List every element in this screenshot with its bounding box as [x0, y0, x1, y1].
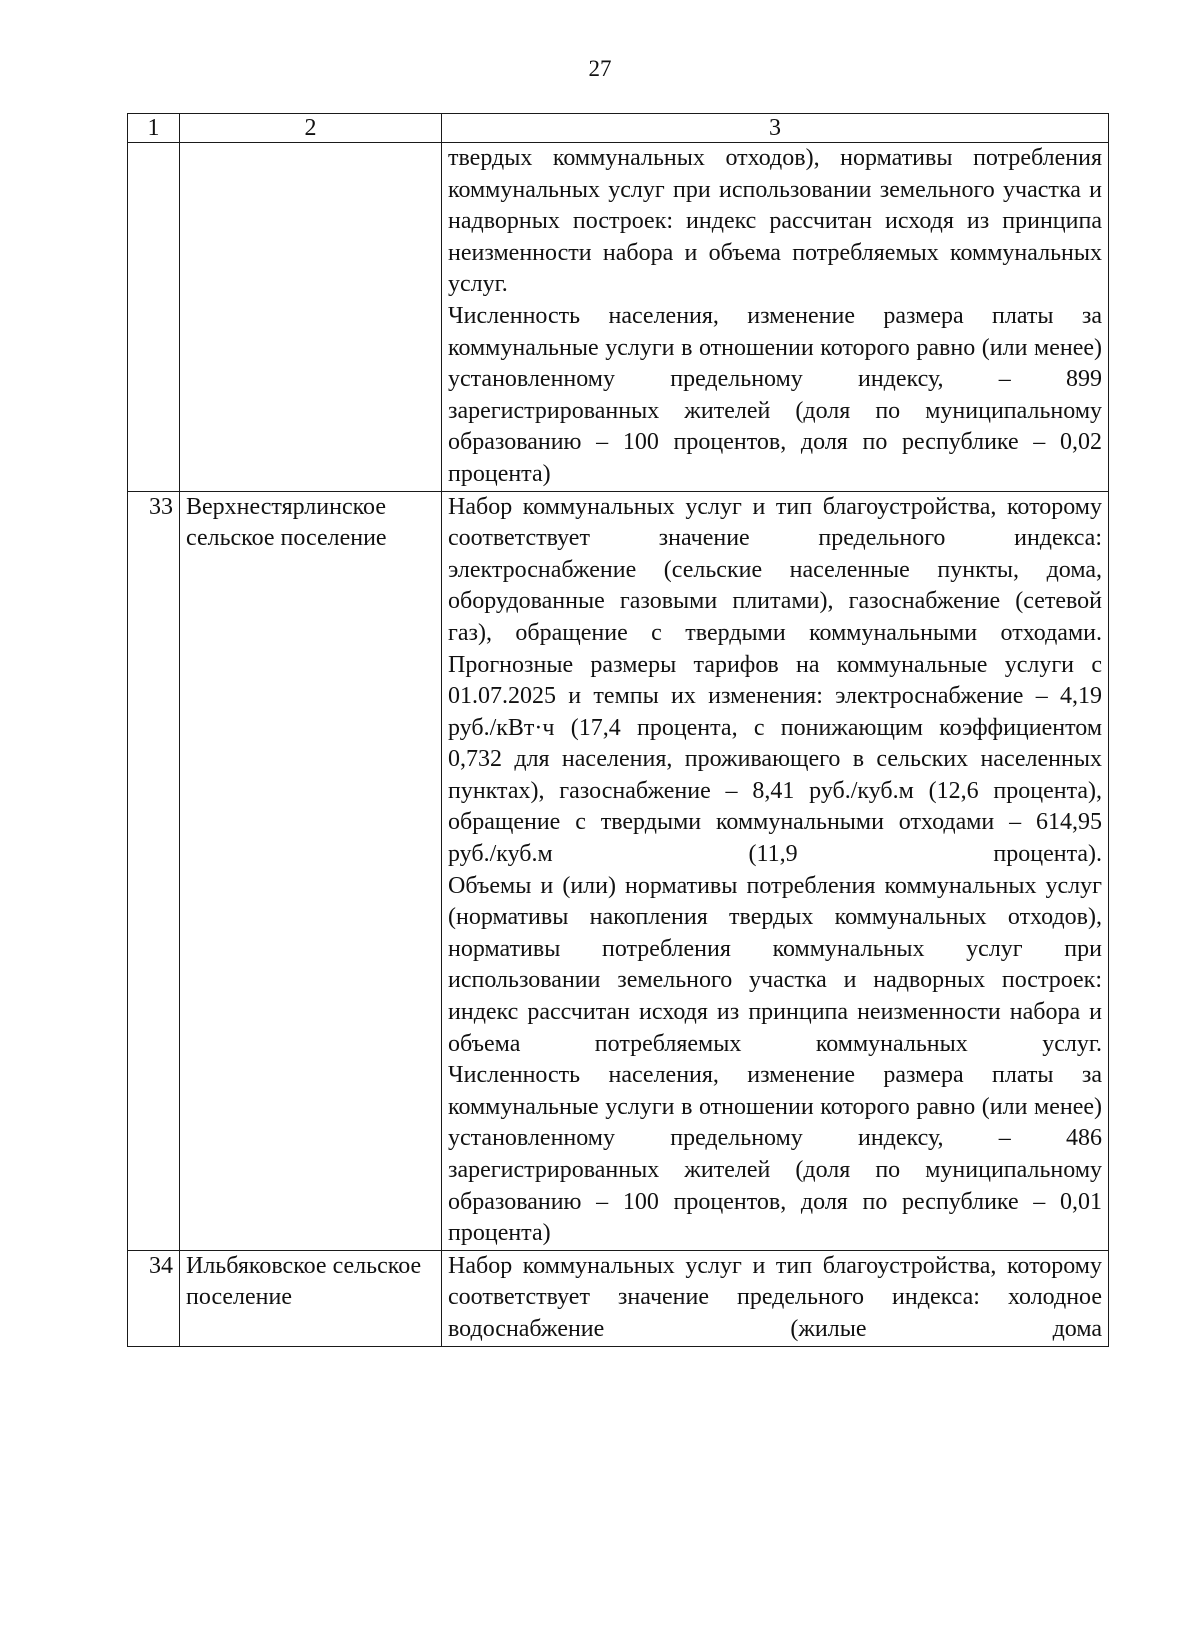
- row-number: 34: [128, 1250, 180, 1346]
- description-paragraph: Прогнозные размеры тарифов на коммунальные услуги с 01.07.2025 и темпы их изменения: электроснабжение – 4,19 руб./кВт·ч (17,4 процента, с понижающим коэффициентом 0,732 для населения, проживающего в сельских населенных пунктах), газоснабжение – 8,41 руб./куб.м (12,6 процента), обращение с твердыми коммунальными отходами – 614,95 руб./куб.м (11,9 процента).: [448, 651, 1102, 868]
- table-row-34: [128, 1250, 1109, 1346]
- description-paragraph: Набор коммунальных услуг и тип благоустройства, которому соответствует значение предельного индекса: холодное водоснабжение (жилые дома: [448, 1252, 1102, 1342]
- row-description: [442, 491, 1109, 1250]
- header-cell-3: 3: [442, 114, 1109, 143]
- header-cell-1: 1: [128, 114, 180, 143]
- description-paragraph: Набор коммунальных услуг и тип благоустройства, которому соответствует значение предельного индекса: электроснабжение (сельские населенные пункты, дома, оборудованные газовыми плитами), газоснабжение (сетевой газ), обращение с твердыми коммунальными отходами.: [448, 493, 1102, 646]
- table-row-33: [128, 491, 1109, 1250]
- row-number: [128, 143, 180, 492]
- settlement-name: Верхнестярлинское сельское поселение: [180, 491, 442, 1250]
- settlement-name: [180, 143, 442, 492]
- table-row-continuation: [128, 143, 1109, 492]
- description-paragraph: Объемы и (или) нормативы потребления коммунальных услуг (нормативы накопления твердых коммунальных отходов), нормативы потребления коммунальных услуг при использовании земельного участка и надворных построек: индекс рассчитан исходя из принципа неизменности набора и объема потребляемых коммунальных услуг.: [448, 872, 1102, 1057]
- description-paragraph: твердых коммунальных отходов), нормативы потребления коммунальных услуг при использовании земельного участка и надворных построек: индекс рассчитан исходя из принципа неизменности набора и объема потребляемых коммунальных услуг.: [448, 145, 1102, 298]
- row-description: [442, 1250, 1109, 1346]
- header-cell-2: 2: [180, 114, 442, 143]
- tariff-table: [127, 113, 1109, 1347]
- row-number: 33: [128, 491, 180, 1250]
- row-description: [442, 143, 1109, 492]
- settlement-name: Ильбяковское сельское поселение: [180, 1250, 442, 1346]
- table-header-row: [128, 114, 1109, 143]
- page-number: 27: [588, 56, 612, 81]
- description-paragraph: Численность населения, изменение размера платы за коммунальные услуги в отношении которого равно (или менее) установленному предельному индексу, – 899 зарегистрированных жителей (доля по муниципальному образованию – 100 процентов, доля по республике – 0,02 процента): [448, 302, 1102, 487]
- description-paragraph: Численность населения, изменение размера платы за коммунальные услуги в отношении которого равно (или менее) установленному предельному индексу, – 486 зарегистрированных жителей (доля по муниципальному образованию – 100 процентов, доля по республике – 0,01 процента): [448, 1062, 1102, 1247]
